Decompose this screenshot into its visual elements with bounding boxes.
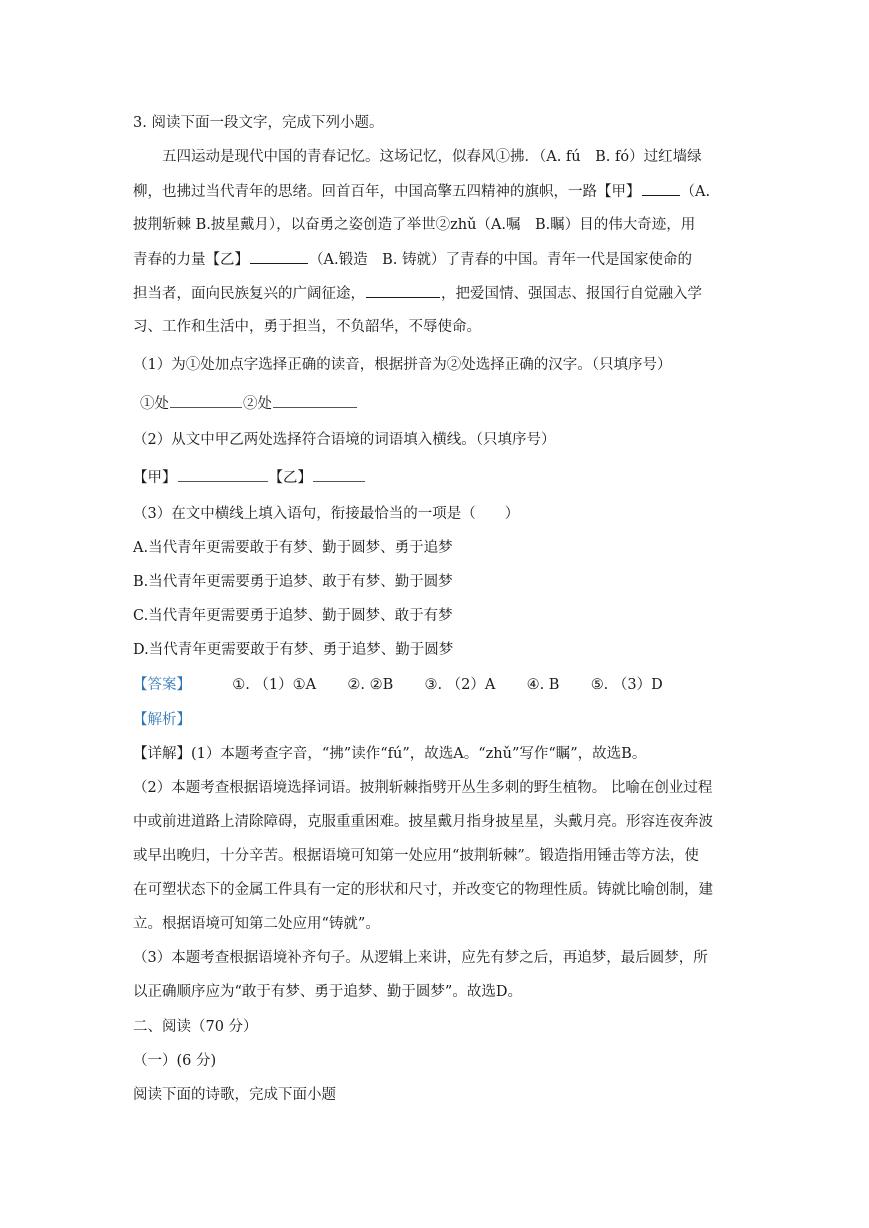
q3-option-d: D.当代青年更需要敢于有梦、勇于追梦、勤于圆梦 [133, 642, 454, 658]
q2-blank-1 [178, 467, 268, 482]
passage-line-5-rest: ，把爱国情、强国志、报国行自觉融入学 [441, 286, 702, 302]
q2-blank-2 [313, 467, 365, 482]
q3-option-a: A.当代青年更需要敢于有梦、勤于圆梦、勇于追梦 [133, 540, 453, 556]
passage-line-5-text: 担当者，面向民族复兴的广阔征途， [133, 286, 365, 302]
q1-prompt: （1）为①处加点字选择正确的读音，根据拼音为②处选择正确的汉字。（只填序号） [133, 357, 672, 373]
q2-blank-2-label: 【乙】 [268, 470, 312, 486]
answer-item: ①. （1）①A [232, 677, 317, 693]
passage-line-3: 披荆斩棘 B.披星戴月），以奋勇之姿创造了举世②zhǔ（A.嘱 B.瞩）目的伟大奇迹，用 [133, 217, 696, 233]
q2-prompt: （2）从文中甲乙两处选择符合语境的词语填入横线。（只填序号） [133, 432, 556, 448]
q1-blank-1 [170, 393, 242, 408]
answer-item: ⑤. （3）D [590, 677, 663, 693]
q1-blank-1-label: ①处 [140, 396, 169, 412]
analysis-line: （3）本题考查根据语境补齐句子。从逻辑上来讲，应先有梦之后，再追梦，最后圆梦，所 [133, 950, 708, 966]
q3-option-c: C.当代青年更需要勇于追梦、勤于圆梦、敢于有梦 [133, 608, 453, 624]
section-subtitle: （一）(6 分) [133, 1053, 217, 1069]
answer-item: ②. ②B [347, 677, 394, 693]
passage-line-1: 五四运动是现代中国的青春记忆。这场记忆，似春风①拂．（A. fú B. fó）过红墙绿 [162, 149, 702, 165]
answer-row [133, 675, 663, 695]
passage-line-2-option: （A. [680, 184, 711, 200]
section-intro: 阅读下面的诗歌，完成下面小题 [133, 1087, 336, 1103]
blank-jia-underline [642, 181, 680, 196]
blank-sentence-underline [366, 283, 440, 298]
q2-blanks [133, 467, 366, 488]
passage-line-6: 习、工作和生活中，勇于担当，不负韶华，不辱使命。 [133, 319, 481, 335]
analysis-line: 以正确顺序应为“敢于有梦、勇于追梦、勤于圆梦”。故选D。 [133, 984, 522, 1000]
q1-blanks [140, 393, 358, 414]
answer-label: 【答案】 [133, 677, 191, 693]
passage-line-4-text: 青春的力量【乙】 [133, 252, 249, 268]
question-title: 3. 阅读下面一段文字，完成下列小题。 [133, 115, 384, 131]
analysis-line: 在可塑状态下的金属工件具有一定的形状和尺寸，并改变它的物理性质。铸就比喻创制，建 [133, 882, 713, 898]
passage-line-5 [133, 283, 702, 304]
passage-line-2 [133, 181, 710, 202]
q1-blank-2-label: ②处 [243, 396, 272, 412]
q3-option-b: B.当代青年更需要勇于追梦、敢于有梦、勤于圆梦 [133, 574, 453, 590]
analysis-line: 或早出晚归，十分辛苦。根据语境可知第一处应用“披荆斩棘”。锻造指用锤击等方法，使 [133, 848, 699, 864]
analysis-line: 中或前进道路上清除障碍，克服重重困难。披星戴月指身披星星，头戴月亮。形容连夜奔波 [133, 814, 713, 830]
q2-blank-1-label: 【甲】 [133, 470, 177, 486]
passage-line-4 [133, 249, 692, 270]
analysis-line: 立。根据语境可知第二处应用“铸就”。 [133, 916, 380, 932]
analysis-line: 【详解】(1）本题考查字音，“拂”读作“fú”，故选A。“zhǔ”写作“瞩”，故选B。 [133, 746, 647, 762]
section-title: 二、阅读（70 分） [133, 1019, 258, 1035]
analysis-label: 【解析】 [133, 712, 191, 728]
answer-item: ④. B [526, 677, 560, 693]
blank-yi-underline [250, 249, 308, 264]
analysis-line: （2）本题考查根据语境选择词语。披荆斩棘指劈开丛生多刺的野生植物。 比喻在创业过程 [133, 780, 713, 796]
q1-blank-2 [273, 393, 357, 408]
q3-prompt: （3）在文中横线上填入语句，衔接最恰当的一项是（ ） [133, 506, 520, 522]
answer-item: ③. （2）A [424, 677, 496, 693]
passage-line-2-text: 柳，也拂过当代青年的思绪。回首百年，中国高擎五四精神的旗帜，一路【甲】 [133, 184, 641, 200]
passage-line-4-rest: （A.锻造 B. 铸就）了青春的中国。青年一代是国家使命的 [309, 252, 692, 268]
